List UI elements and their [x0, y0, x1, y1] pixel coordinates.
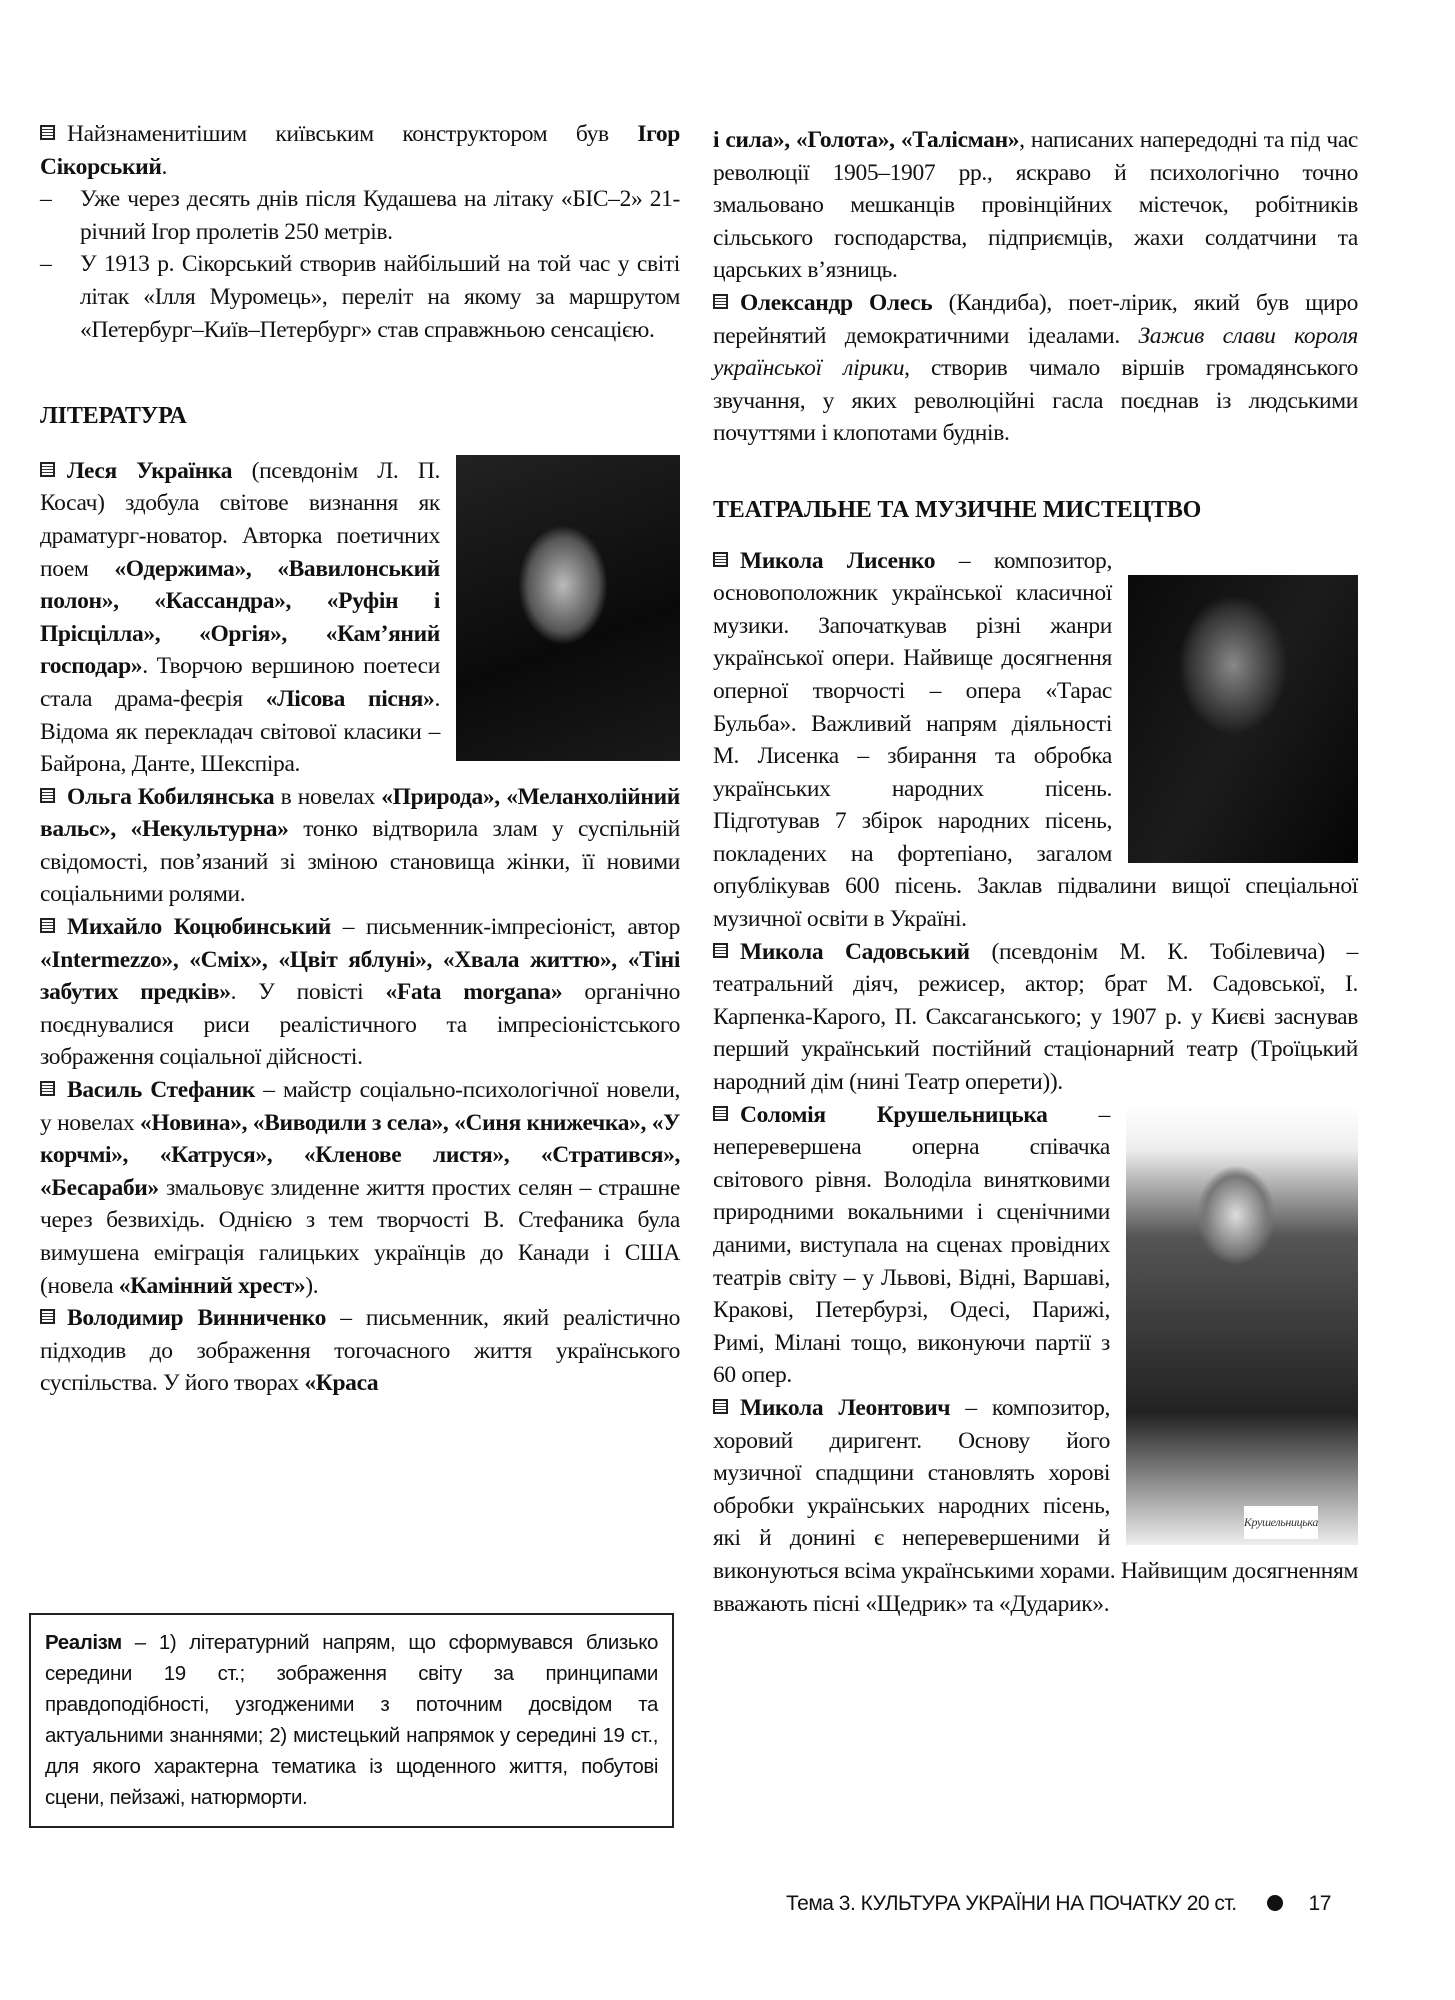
note-icon	[713, 1106, 728, 1121]
bold-text: «Природа», «Меланхолійний вальс», «Некультурна»	[40, 783, 680, 843]
bold-text: і сила», «Голота», «Талісман»	[713, 127, 1020, 153]
text-run: , створив чимало віршів громадянського звучання, у яких революційні гасла поєднав із людськими почуттями і клопотами буднів.	[713, 355, 1358, 447]
paragraph-lysenko	[713, 545, 1358, 936]
text-run: – неперевершена оперна співачка світового рівня. Володіла винятковими природними вокальними і сценічними даними, виступала на сценах провідних театрів світу – у Львові, Відні, Варшаві, Кракові, Петербурзі, Одесі, Парижі, Римі, Мілані тощо, виконуючи партії з 60 опер.	[713, 1101, 1110, 1389]
dash-item: – Уже через десять днів після Кудашева на літаку «БІС–2» 21-річний Ігор пролетів 250 метрів.	[40, 186, 680, 245]
note-icon	[713, 1399, 728, 1414]
note-icon	[40, 462, 55, 477]
bold-text: Соломія Крушельницька	[740, 1101, 1048, 1128]
note-icon	[40, 918, 55, 933]
portrait-krushelnytska	[1126, 1105, 1358, 1545]
bold-text: Микола Лисенко	[740, 547, 936, 574]
text-run: – письменник, який реалістично підходив до зображення тогочасного життя українського суспільства. У його творах	[40, 1305, 680, 1397]
text-run: . У повісті	[230, 979, 386, 1006]
bold-text: Василь Стефаник	[67, 1077, 255, 1104]
bullet-dot-icon	[1267, 1895, 1283, 1911]
section-heading-literature: ЛІТЕРАТУРА	[40, 403, 187, 430]
text-run: Найзнаменитішим київським конструктором був	[67, 121, 638, 147]
paragraph-vynnychenko-continued	[713, 124, 1358, 287]
text-run: .	[161, 153, 168, 180]
italic-text: Зажив слави короля української лірики	[713, 322, 1358, 382]
bold-text: «Fata morgana»	[385, 979, 563, 1006]
text-run: . Відома як перекладач світової класики – Байрона, Данте, Шекспіра.	[40, 685, 440, 778]
bold-text: «Лісова пісня»	[265, 685, 435, 712]
text-run: – композитор, основоположник української класичної музики. Започаткував різні жанри української опери. Найвище досягнення оперної творчості – опера «Тарас Бульба». Важливий напрям діяльності М. Лисенка – збирання та обробка українських народних пісень. Підготував 7 збірок народних пісень, покладених на фортепіано, загалом опублікував 600 пісень. Заклав підвалини вищої спеціальної музичної освіти в Україні.	[713, 547, 1358, 933]
note-icon	[713, 943, 728, 958]
text-run: в новелах	[274, 783, 382, 810]
text-run: (псевдонім М. К. Тобілевича) – театральний діяч, режисер, актор; брат М. Садовської, І. Карпенка-Карого, П. Саксаганського; у 1907 р. у Києві заснував перший український постійний стаціонарний театр (Троїцький народний дім (нині Театр оперети)).	[713, 938, 1358, 1096]
text-run: (псевдонім Л. П. Косач) здобула світове визнання як драматург-новатор. Авторка поетичних поем	[40, 457, 441, 582]
paragraph-vynnychenko	[40, 1302, 680, 1400]
text-run: , написаних напередодні та під час революції 1905–1907 рр., яскраво й психологічно точно змальовано мешканців провінційних містечок, робітників сільського господарства, підприємців, жахи солдатчини та царських в’язниць.	[713, 127, 1358, 284]
page-number: 17	[1308, 1892, 1331, 1915]
bold-text: Ігор Сікорський	[40, 121, 680, 180]
portrait-lysenko	[1128, 575, 1358, 863]
bold-text: Микола Леонтович	[740, 1394, 951, 1421]
portrait-lesya-ukrainka	[456, 455, 680, 761]
section-heading-theatre-music: ТЕАТРАЛЬНЕ ТА МУЗИЧНЕ МИСТЕЦТВО	[713, 496, 1202, 523]
text-run: – письменник-імпресіоніст, автор	[330, 914, 681, 941]
page-footer	[786, 1892, 1331, 1916]
definition-term: Реалізм	[45, 1631, 122, 1654]
text-run: – композитор, хоровий диригент. Основу його музичної спадщини становлять хорові обробки українських народних пісень, які й донині є неперевершеними й виконуються всіма українськими хорами. Найвищим досягненням вважають пісні «Щедрик» та «Дударик».	[713, 1394, 1358, 1617]
note-icon	[40, 1309, 55, 1324]
text-run: – майстр соціально-психологічної новели, у новелах	[40, 1077, 680, 1136]
note-icon	[713, 552, 728, 567]
definition-box-realism	[29, 1613, 674, 1828]
note-icon	[40, 125, 55, 140]
text-run: ).	[305, 1272, 319, 1299]
paragraph-kobylianska	[40, 781, 680, 911]
note-icon	[713, 294, 728, 309]
bold-text: Михайло Коцюбинський	[67, 914, 331, 941]
bold-text: Володимир Винниченко	[67, 1305, 327, 1332]
bold-text: Олександр Олесь	[740, 289, 933, 316]
paragraph-kotsiubynsky	[40, 911, 680, 1074]
dash-item: – У 1913 р. Сікорський створив найбільший на той час у світі літак «Ілля Муромець», переліт на якому за маршрутом «Петербург–Київ–Петербург» став справжньою сенсацією.	[40, 251, 680, 343]
text-run: змальовує злиденне життя простих селян – страшне через безвихідь. Однією з тем творчості В. Стефаника була вимушена еміграція галицьких українців до Канади і США (новела	[40, 1174, 680, 1299]
text-run: (Кандиба), поет-лірик, який був щиро перейнятий демократичними ідеалами.	[713, 289, 1358, 349]
paragraph-oles	[713, 287, 1358, 450]
photo-caption-signature: Крушельницька	[1244, 1506, 1318, 1539]
bold-text: «Камінний хрест»	[118, 1272, 306, 1299]
left-column	[40, 118, 680, 1400]
bold-text: Микола Садовський	[740, 938, 970, 965]
paragraph-sadovsky	[713, 936, 1358, 1099]
text-run: У 1913 р. Сікорський створив найбільший на той час у світі літак «Ілля Муромець», переліт на якому за маршрутом «Петербург–Київ–Петербург» став справжньою сенсацією.	[80, 251, 680, 343]
bold-text: «Intermezzo», «Сміх», «Цвіт яблуні», «Хвала життю», «Тіні забутих предків»	[40, 946, 680, 1006]
bold-text: Ольга Кобилянська	[67, 783, 275, 810]
bold-text: Леся Українка	[67, 457, 233, 484]
text-run: органічно поєднувалися риси реалістичного та імпресіоністського зображення соціальної дійсності.	[40, 979, 680, 1071]
text-run: тонко відтворила злам у суспільній свідомості, пов’язаний зі зміною становища жінки, її новими соціальними ролями.	[40, 816, 681, 908]
bold-text: «Краса	[304, 1370, 379, 1397]
intro-paragraph	[40, 118, 680, 183]
note-icon	[40, 788, 55, 803]
text-run: Уже через десять днів після Кудашева на літаку «БІС–2» 21-річний Ігор пролетів 250 метрів.	[80, 186, 680, 245]
bold-text: «Новина», «Виводили з села», «Синя книжечка», «У корчмі», «Катруся», «Кленове листя», «Стратився», «Бесараби»	[40, 1109, 680, 1201]
definition-text: – 1) літературний напрям, що сформувався близько середини 19 ст.; зображення світу за принципами правдоподібності, узгодженими з поточним досвідом та актуальними знаннями; 2) мистецький напрямок у середині 19 ст., для якого характерна тематика із щоденного життя, побутові сцени, пейзажі, натюрморти.	[45, 1631, 658, 1809]
note-icon	[40, 1081, 55, 1096]
bold-text: «Одержима», «Вавилонський полон», «Кассандра», «Руфін і Прісцілла», «Оргія», «Кам’яний господар»	[40, 555, 440, 680]
right-column	[713, 124, 1358, 1620]
text-run: . Творчою вершиною поетеси стала драма-феєрія	[40, 653, 440, 712]
paragraph-stefanyk	[40, 1074, 680, 1302]
footer-topic: Тема 3. КУЛЬТУРА УКРАЇНИ НА ПОЧАТКУ 20 ст.	[786, 1892, 1237, 1915]
